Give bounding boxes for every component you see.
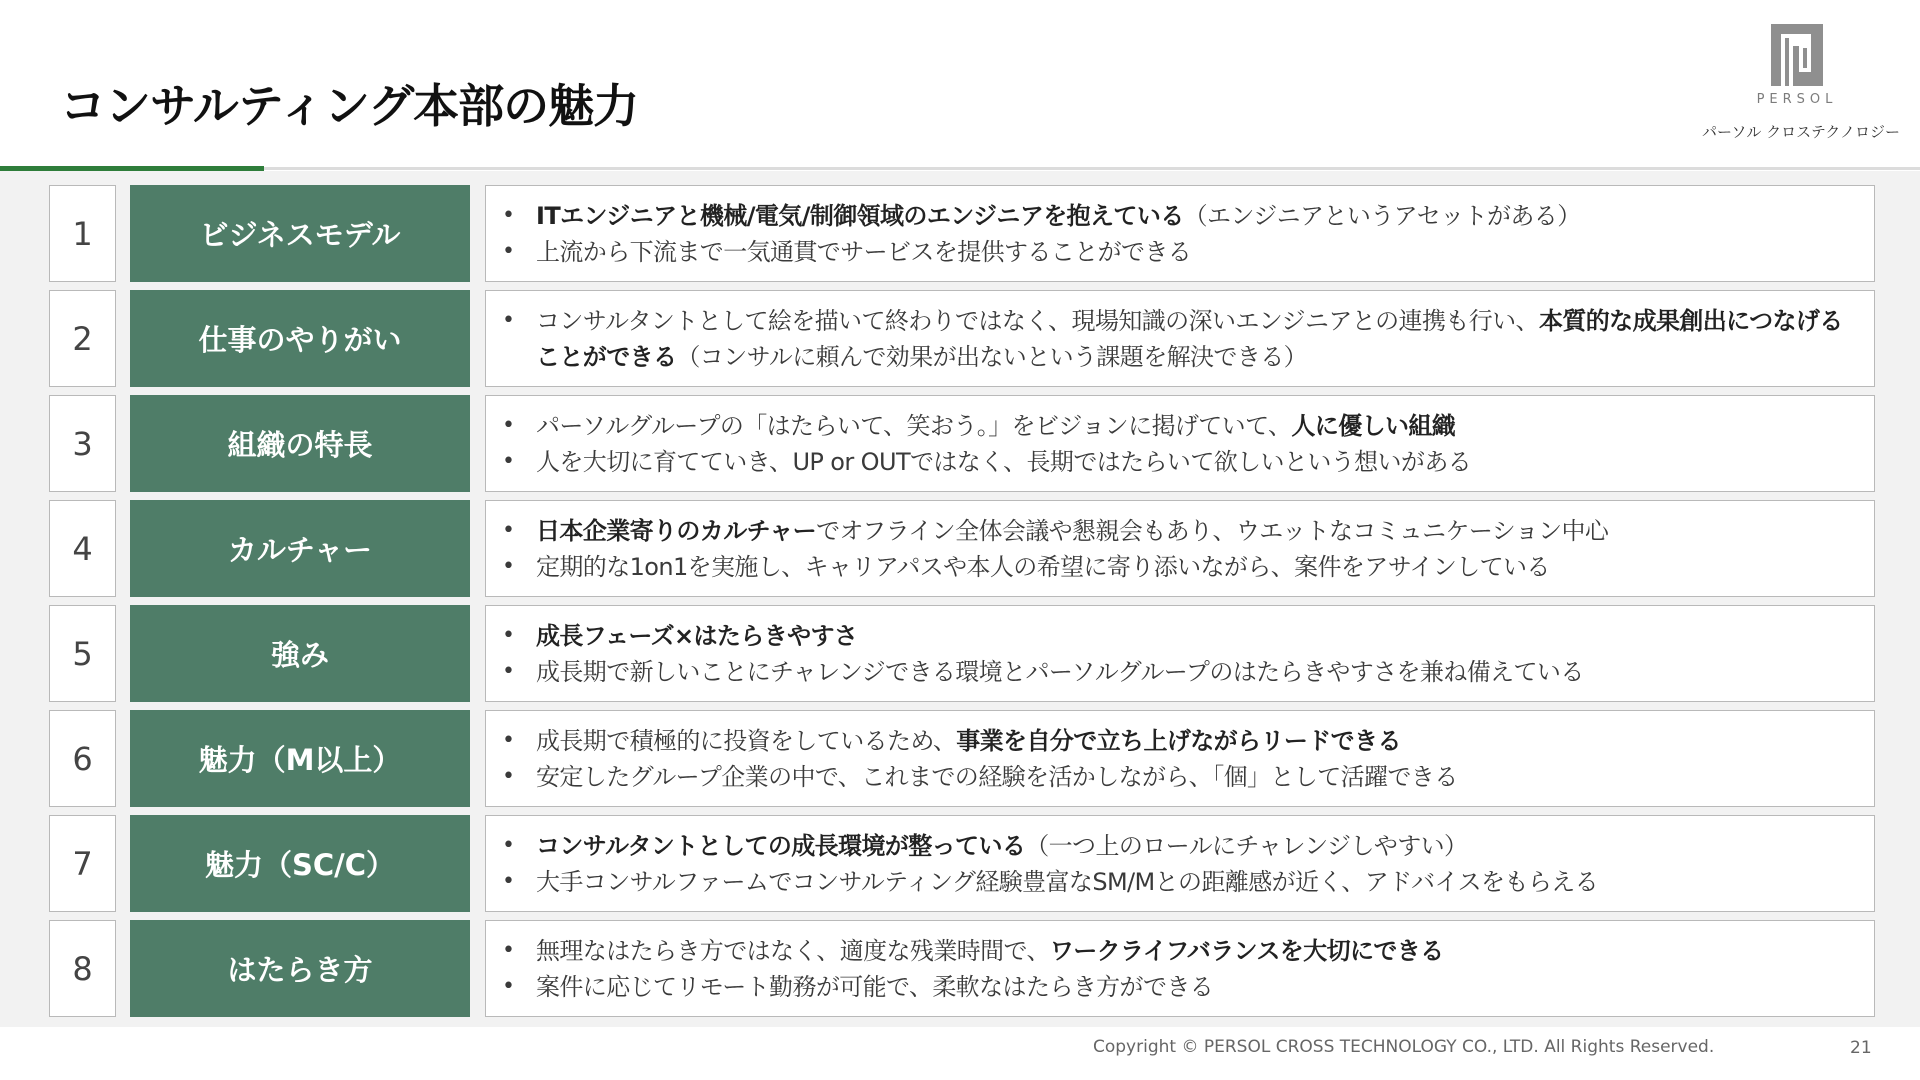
emphasis-text: ことができる	[536, 342, 677, 371]
bullet-item	[536, 549, 1860, 585]
bullet-item	[536, 828, 1860, 864]
row-description	[485, 500, 1875, 597]
row-number: 8	[49, 920, 116, 1017]
bullet-item	[536, 234, 1860, 270]
body-text: でオフライン全体会議や懇親会もあり、ウエットなコミュニケーション中心	[816, 516, 1609, 545]
body-text: 人を大切に育てていき、UP or OUTではなく、長期ではたらいて欲しいという想いがある	[536, 447, 1472, 476]
row-description	[485, 920, 1875, 1017]
emphasis-text: 本質的な成果創出につなげる	[1538, 306, 1843, 335]
title-divider	[0, 167, 1920, 170]
body-text: 定期的な1on1を実施し、キャリアパスや本人の希望に寄り添いながら、案件をアサインしている	[536, 552, 1550, 581]
row-category-label: ビジネスモデル	[130, 185, 470, 282]
row-category-label: はたらき方	[130, 920, 470, 1017]
row-description	[485, 395, 1875, 492]
row-number: 7	[49, 815, 116, 912]
page-number: 21	[1850, 1038, 1872, 1058]
bullet-item	[536, 303, 1860, 339]
row-category-label: 魅力（M以上）	[130, 710, 470, 807]
body-text: （エンジニアというアセットがある）	[1183, 201, 1581, 230]
bullet-item	[536, 759, 1860, 795]
table-row	[49, 290, 1875, 387]
persol-logo-icon	[1771, 24, 1823, 86]
body-text: パーソルグループの「はたらいて、笑おう。」をビジョンに掲げていて、	[536, 411, 1292, 440]
row-number: 2	[49, 290, 116, 387]
table-row	[49, 500, 1875, 597]
emphasis-text: 人に優しい組織	[1291, 411, 1456, 440]
emphasis-text: コンサルタントとしての成長環境が整っている	[536, 831, 1026, 860]
body-text: 成長期で新しいことにチャレンジできる環境とパーソルグループのはたらきやすさを兼ね備えている	[536, 657, 1584, 686]
bullet-item	[536, 723, 1860, 759]
row-description	[485, 710, 1875, 807]
body-text: コンサルタントとして絵を描いて終わりではなく、現場知識の深いエンジニアとの連携も行い、	[536, 306, 1539, 335]
row-description	[485, 815, 1875, 912]
row-category-label: カルチャー	[130, 500, 470, 597]
body-text: 安定したグループ企業の中で、これまでの経験を活かしながら、「個」として活躍できる	[536, 762, 1458, 791]
row-description	[485, 290, 1875, 387]
row-number: 5	[49, 605, 116, 702]
row-category-label: 組織の特長	[130, 395, 470, 492]
bullet-item	[536, 969, 1860, 1005]
body-text: （一つ上のロールにチャレンジしやすい）	[1025, 831, 1468, 860]
emphasis-text: ITエンジニアと機械/電気/制御領域のエンジニアを抱えている	[536, 201, 1184, 230]
bullet-item	[536, 408, 1860, 444]
row-number: 1	[49, 185, 116, 282]
body-text: 案件に応じてリモート勤務が可能で、柔軟なはたらき方ができる	[536, 972, 1214, 1001]
table-row	[49, 395, 1875, 492]
slide-title: コンサルティング本部の魅力	[60, 79, 639, 133]
bullet-item	[536, 933, 1860, 969]
row-number: 4	[49, 500, 116, 597]
logo-wordmark: PERSOL	[1756, 92, 1838, 107]
table-row	[49, 710, 1875, 807]
table-row	[49, 185, 1875, 282]
row-number: 6	[49, 710, 116, 807]
logo-subtitle: パーソル クロステクノロジー	[1702, 123, 1900, 141]
bullet-item	[536, 654, 1860, 690]
body-text: （コンサルに頼んで効果が出ないという課題を解決できる）	[676, 342, 1308, 371]
row-category-label: 魅力（SC/C）	[130, 815, 470, 912]
bullet-item	[536, 513, 1860, 549]
attractions-table	[49, 185, 1875, 1025]
body-text: 成長期で積極的に投資をしているため、	[536, 726, 957, 755]
row-category-label: 仕事のやりがい	[130, 290, 470, 387]
body-text: 大手コンサルファームでコンサルティング経験豊富なSM/Mとの距離感が近く、アドバイスをもらえる	[536, 867, 1599, 896]
row-description	[485, 605, 1875, 702]
emphasis-text: 事業を自分で立ち上げながらリードできる	[956, 726, 1401, 755]
table-row	[49, 920, 1875, 1017]
row-description	[485, 185, 1875, 282]
bullet-item	[536, 444, 1860, 480]
emphasis-text: 成長フェーズ×はたらきやすさ	[536, 621, 858, 650]
bullet-item	[536, 618, 1860, 654]
emphasis-text: 日本企業寄りのカルチャー	[536, 516, 817, 545]
copyright-text: Copyright © PERSOL CROSS TECHNOLOGY CO., LTD. All Rights Reserved.	[1093, 1037, 1715, 1057]
bullet-item	[536, 198, 1860, 234]
row-category-label: 強み	[130, 605, 470, 702]
emphasis-text: ワークライフバランスを大切にできる	[1049, 936, 1444, 965]
body-text: 無理なはたらき方ではなく、適度な残業時間で、	[536, 936, 1050, 965]
bullet-continuation	[536, 339, 1860, 375]
persol-logo	[1702, 24, 1900, 142]
bullet-item	[536, 864, 1860, 900]
row-number: 3	[49, 395, 116, 492]
table-row	[49, 815, 1875, 912]
table-row	[49, 605, 1875, 702]
body-text: 上流から下流まで一気通貫でサービスを提供することができる	[536, 237, 1192, 266]
